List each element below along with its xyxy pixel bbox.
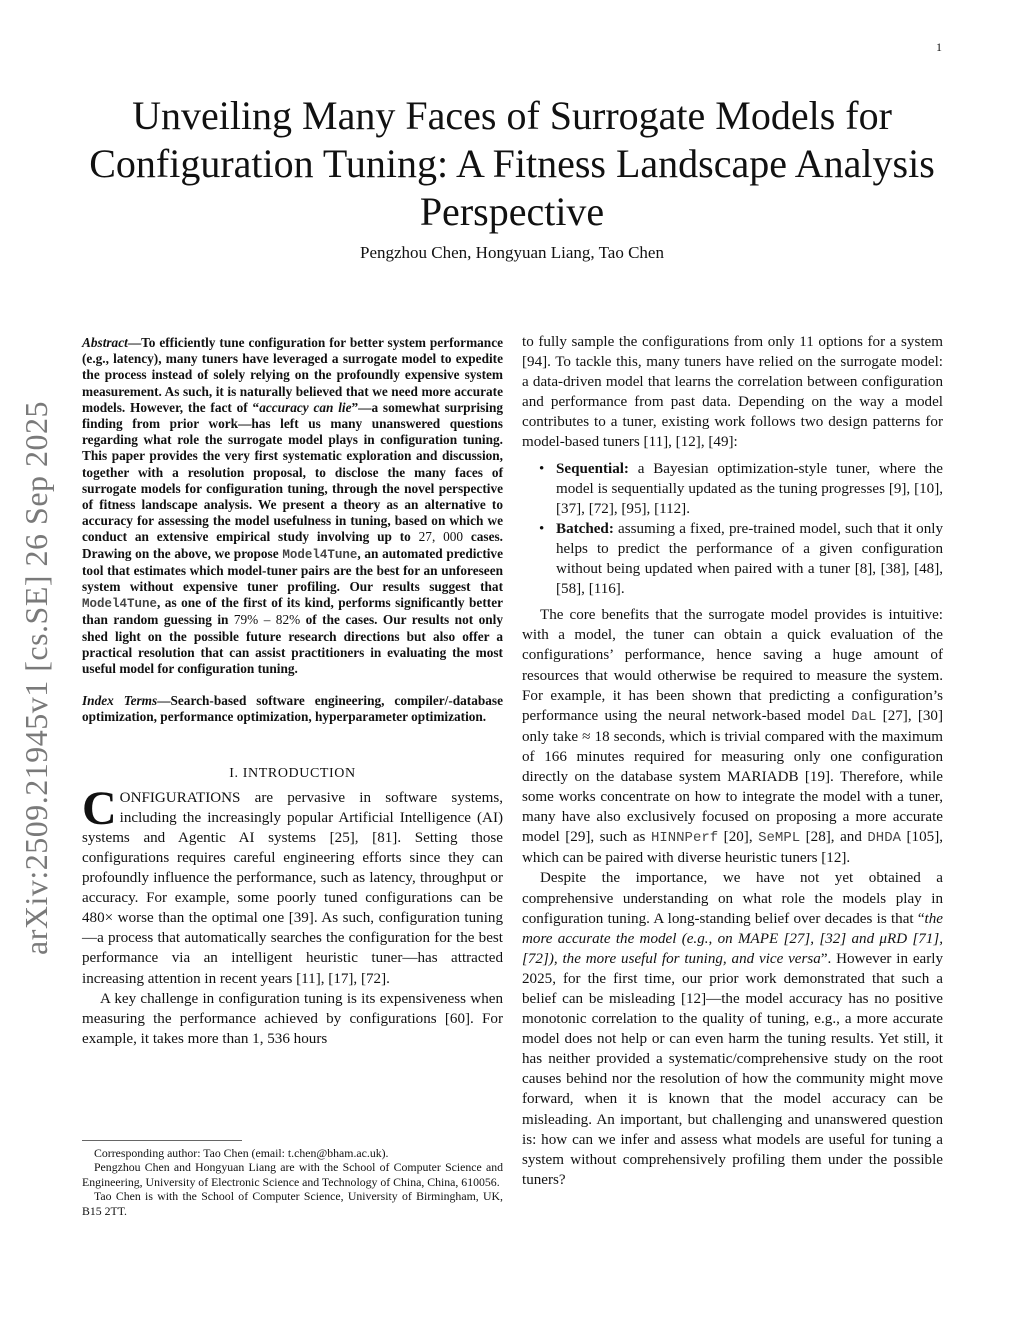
index-terms [82,693,503,725]
abstract-text: of the cases. Our results not only shed light on the possible future research directions but also offer a practical resolution that can assist practitioners in evaluating the most useful model for configuration tuning. [82,612,503,677]
left-column [82,335,503,1049]
footnotes [82,1146,503,1218]
intro-paragraph-1: CONFIGURATIONS are pervasive in software systems, including the increasingly popular Artificial Intelligence (AI) systems and Agentic AI systems [25], [81]. Setting those configurations requires careful engineering efforts since they can profoundly influence the performance, such as latency, throughput or accuracy. For example, some poorly tuned configurations can be 480× worse than the optimal one [39]. As such, configuration tuning—a process that automatically searches the configuration for the best performance via an intelligent heuristic tuner—has attracted increasing attention in recent years [11], [17], [72]. [82,781,503,987]
footnote-divider [82,1140,242,1141]
right-paragraph-3: Despite the importance, we have not yet obtained a comprehensive understanding on what role the models play in configuration tuning. A long-standing belief over decades is that “the more accurate the model (e.g., on MAPE [27], [32] and μRD [71], [72]), the more useful for tuning, and vice versa”. However in early 2025, for the first time, our prior work demonstrated that such a belief can be misleading [12]—the model accuracy has no positive monotonic correlation to the quality of tuning, e.g., a more accurate model does not help or can even harm the tuning results. Yet still, it has neither provided a systematic/comprehensive study on the root causes behind nor the resolution of how the community might move forward, when it is known that the model accuracy can be misleading. An important, but challenging and unanswered question is: how can we infer and assess what models are useful for tuning a system without comprehensively profiling them under the possible tuners? [522,870,943,1188]
index-terms-text: —Search-based software engineering, compiler/-database optimization, performance optimization, hyperparameter optimization. [82,693,503,725]
author-list: Pengzhou Chen, Hongyuan Liang, Tao Chen [360,243,664,262]
abstract-label: Abstract [82,335,128,350]
footnote-affiliation-1: Pengzhou Chen and Hongyuan Liang are with the School of Computer Science and Engineering, University of Electronic Science and Technology of China, China, 610056. [82,1160,503,1189]
model-name-hinnperf: HINNPerf [650,830,719,847]
index-terms-label: Index Terms [82,693,158,709]
section-heading-introduction: I. INTRODUCTION [229,765,356,781]
belief-quote: the more accurate the model (e.g., on MAPE [27], [32] and μRD [71], [72]), the more useful for tuning, and vice versa [522,910,943,967]
page-number: 1 [936,40,942,54]
model-name-sempl: SeMPL [758,830,801,847]
right-paragraph-2: The core benefits that the surrogate model provides is intuitive: with a model, the tuner can obtain a quick evaluation of the configurations’ performance, hence saving a huge amount of resources that would otherwise be required to measure the system. For example, it has been shown that predicting a configuration’s performance using the neural network-based model DaL [27], [30] only take ≈ 18 seconds, which is trivial compared with the maximum of 166 minutes required for measuring only one configuration directly on the database system MARIADB [19]. Therefore, while some works concentrate on how to integrate the model with a tuner, many have also exclusively focused on proposing a more accurate model [29], such as HINNPerf [20], SeMPL [28], and DHDA [105], which can be paired with diverse heuristic tuners [12]. [522,607,944,867]
tool-name: Model4Tune [282,547,358,562]
abstract-text: ”—a somewhat surprising finding from prior work—has left us many unanswered questions regarding what role the surrogate model plays in configuration tuning. This paper provides the very first systematic exploration and discussion, together with a resolution proposal, to disclose the many faces of surrogate models for configuration tuning, through the novel perspective of fitness landscape analysis. We present a theory as an alternative to accuracy for assessing the model usefulness in tuning, based on which we conduct an extensive empirical study involving up to [82,399,503,545]
system-name-mariadb: MARIADB [727,768,799,785]
right-paragraph-1: to fully sample the configurations from only 11 options for a system [94]. To tackle this, many tuners have relied on the surrogate model: a data-driven model that learns the correlation between configuration and performance from past data. Depending on the way a model contributes to a tuner, existing work follows two design patterns for model-based tuners [11], [12], [49]: [522,334,943,451]
intro-paragraph-2: A key challenge in configuration tuning is its expensiveness when measuring the performance achieved by configurations [60]. For example, it takes more than 1, 536 hours [82,990,503,1047]
footnote-affiliation-2: Tao Chen is with the School of Computer Science, University of Birmingham, UK, B15 2TT. [82,1189,503,1218]
tool-name: Model4Tune [82,597,158,612]
model-name-dal: DaL [851,708,877,725]
model-name-dhda: DHDA [867,830,902,847]
list-item: • Sequential: a Bayesian optimization-style tuner, where the model is sequentially updated as the tuning progresses [9], [10], [37], [72], [95], [112]. [556,459,943,519]
abstract-quote: accuracy can lie [259,399,352,415]
design-pattern-list [522,459,943,600]
footnote-corresponding-author: Corresponding author: Tao Chen (email: t.chen@bham.ac.uk). [94,1146,389,1160]
drop-cap: C [82,781,117,835]
right-column [522,332,943,1190]
abstract-range: 79% – 82% [233,612,301,628]
abstract-text: cases. Drawing on the above, we propose [82,529,503,561]
abstract-case-count: 27, 000 [418,529,464,545]
abstract-text: , as one of the first of its kind, performs significantly better than random guessing in [82,595,503,628]
arxiv-identifier-stamp[interactable]: arXiv:2509.21945v1 [cs.SE] 26 Sep 2025 [18,400,54,955]
abstract-text: —To efficiently tune configuration for better system performance (e.g., latency), many tuners have leveraged a surrogate model to expedite the process instead of solely relying on the profoundly expensive system measurement. As such, it is naturally believed that we need more accurate models. However, the fact of “ [82,335,503,415]
paper-title: Unveiling Many Faces of Surrogate Models for Configuration Tuning: A Fitness Landscape Analysis Perspective [89,93,935,234]
abstract-text: , an automated predictive tool that estimates which model-tuner pairs are the best for an unforeseen system without expensive tuner profiling. Our results suggest that [82,545,503,595]
list-item: • Batched: assuming a fixed, pre-trained model, such that it only helps to predict the performance of a given configuration without being updated when paired with a tuner [8], [38], [48], [58], [116]. [556,519,943,599]
abstract [82,335,503,677]
